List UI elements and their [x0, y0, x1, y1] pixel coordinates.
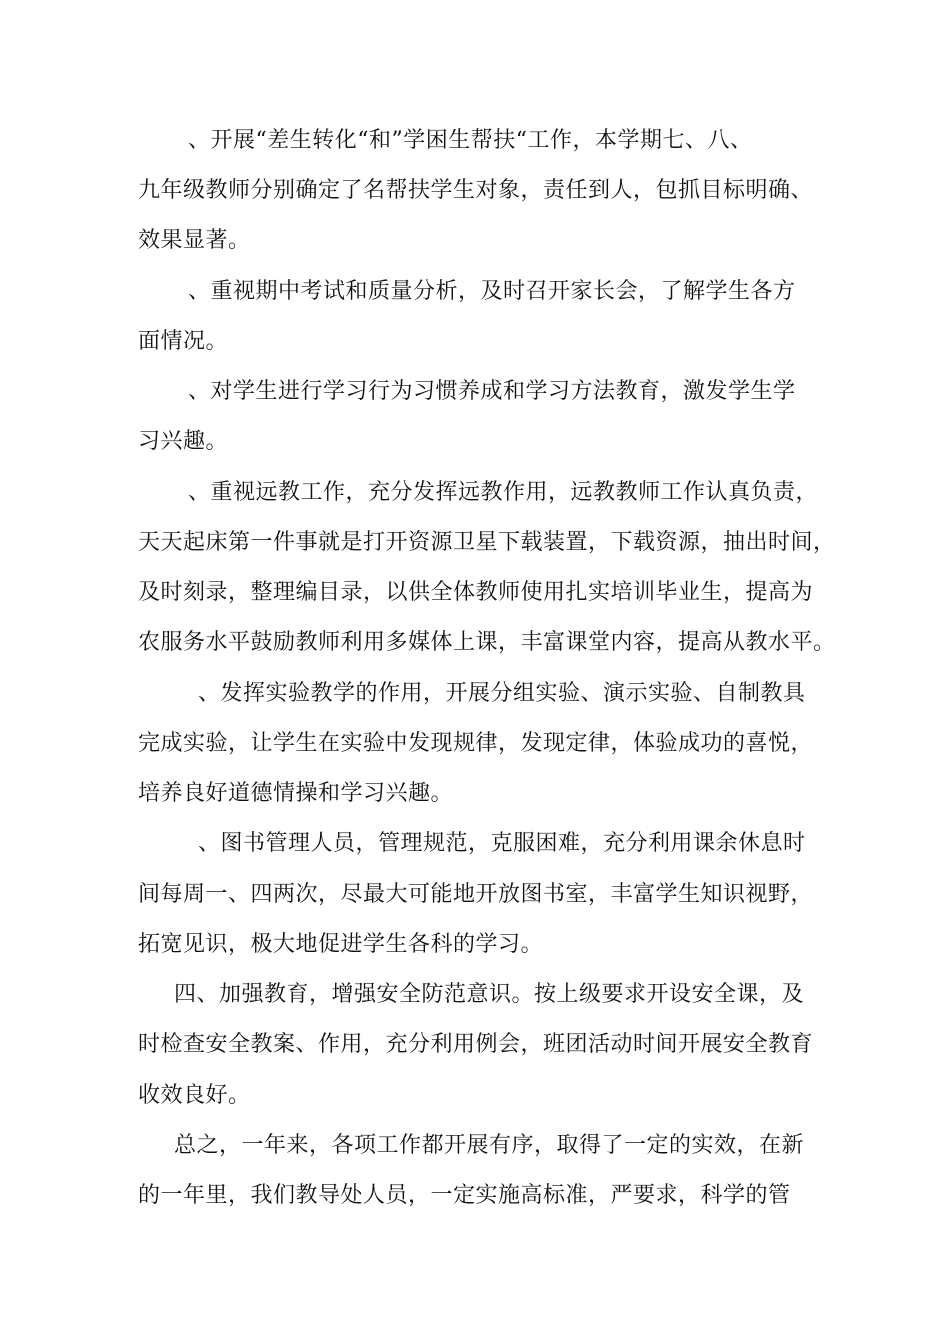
- text-line: 、发挥实验教学的作用，开展分组实验、演示实验、自制教具: [198, 681, 806, 706]
- text-line: 、开展“差生转化“和”学困生帮扶“工作，本学期七、八、: [188, 128, 753, 153]
- text-line: 农服务水平鼓励教师利用多媒体上课，丰富课堂内容，提高从教水平。: [138, 630, 836, 655]
- text-line: 完成实验，让学生在实验中发现规律，发现定律，体验成功的喜悦，: [138, 731, 814, 756]
- text-line: 及时刻录，整理编目录，以供全体教师使用扎实培训毕业生，提高为: [138, 580, 814, 605]
- text-line: 、重视期中考试和质量分析，及时召开家长会，了解学生各方: [188, 279, 796, 304]
- text-line: 的一年里，我们教导处人员，一定实施高标准，严要求，科学的管: [138, 1183, 791, 1208]
- text-line: 、重视远教工作，充分发挥远教作用，远教教师工作认真负责，: [188, 480, 819, 505]
- text-line: 培养良好道德情操和学习兴趣。: [138, 781, 454, 806]
- text-line: 习兴趣。: [138, 429, 229, 454]
- text-line: 时检查安全教案、作用，充分利用例会，班团活动时间开展安全教育: [138, 1032, 814, 1057]
- text-line: 天天起床第一件事就是打开资源卫星下载装置，下载资源，抽出时间，: [138, 530, 836, 555]
- text-line: 九年级教师分别确定了名帮扶学生对象，责任到人，包抓目标明确、: [138, 178, 814, 203]
- text-line: 、图书管理人员，管理规范，克服困难，充分利用课余休息时: [198, 831, 806, 856]
- text-line: 拓宽见识，极大地促进学生各科的学习。: [138, 932, 544, 957]
- text-line: 面情况。: [138, 329, 229, 354]
- text-line: 收效良好。: [138, 1083, 251, 1108]
- text-line: 总之，一年来，各项工作都开展有序，取得了一定的实效，在新: [174, 1133, 805, 1158]
- text-line: 四、加强教育，增强安全防范意识。按上级要求开设安全课，及: [174, 982, 805, 1007]
- text-line: 间每周一、四两次，尽最大可能地开放图书室，丰富学生知识视野，: [138, 882, 814, 907]
- text-line: 效果显著。: [138, 228, 251, 253]
- text-line: 、对学生进行学习行为习惯养成和学习方法教育，激发学生学: [188, 379, 796, 404]
